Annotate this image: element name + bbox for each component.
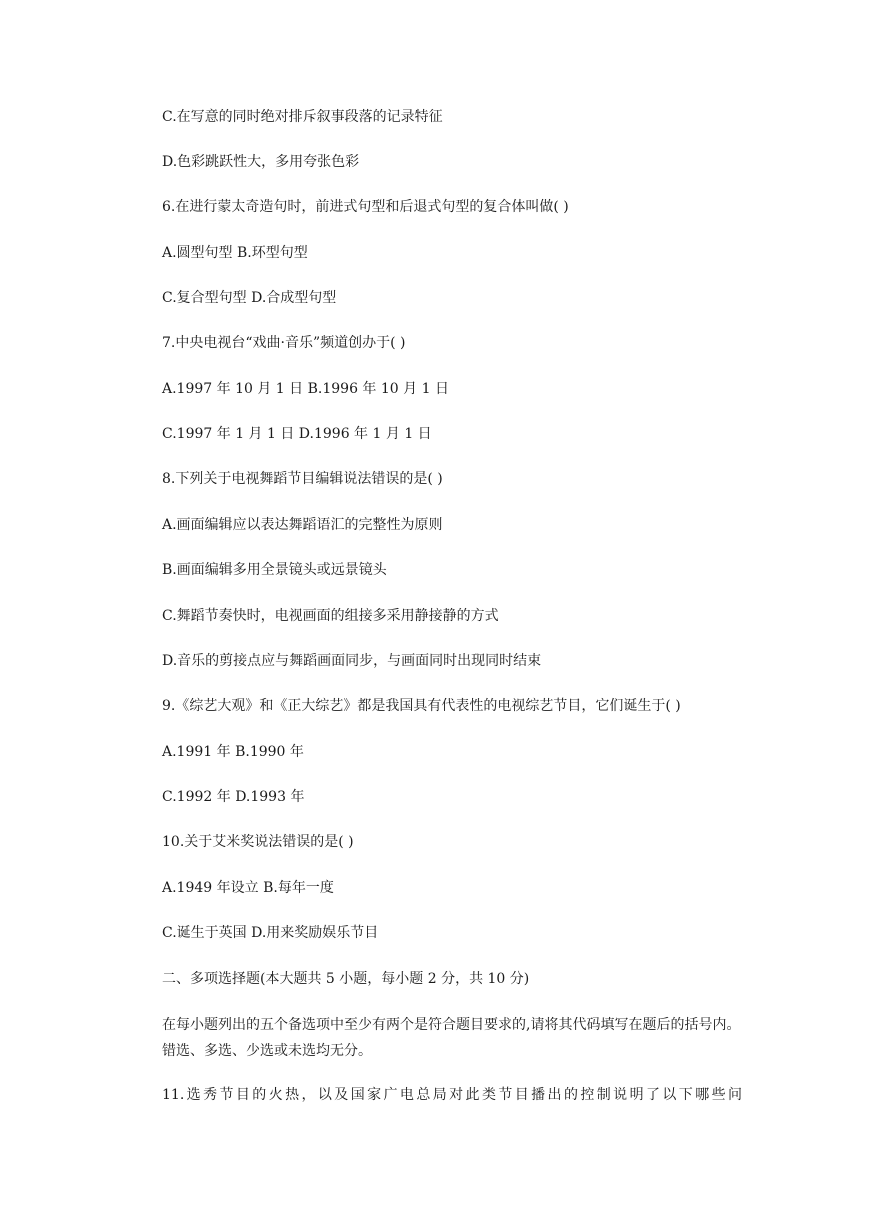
q8-option-a: A.画面编辑应以表达舞蹈语汇的完整性为原则	[162, 517, 443, 533]
q6-options-ab: A.圆型句型 B.环型句型	[162, 245, 308, 261]
q6-options-cd: C.复合型句型 D.合成型句型	[162, 290, 337, 306]
q5-option-c: C.在写意的同时绝对排斥叙事段落的记录特征	[162, 109, 443, 125]
q7-options-ab: A.1997 年 10 月 1 日 B.1996 年 10 月 1 日	[162, 381, 449, 397]
q7-options-cd: C.1997 年 1 月 1 日 D.1996 年 1 月 1 日	[162, 426, 432, 442]
q6-question: 6.在进行蒙太奇造句时，前进式句型和后退式句型的复合体叫做( )	[162, 199, 569, 215]
q9-options-cd: C.1992 年 D.1993 年	[162, 789, 305, 805]
q9-question: 9.《综艺大观》和《正大综艺》都是我国具有代表性的电视综艺节目，它们诞生于( )	[162, 698, 681, 714]
q10-options-ab: A.1949 年设立 B.每年一度	[162, 880, 334, 896]
q10-question: 10.关于艾米奖说法错误的是( )	[162, 834, 354, 850]
q11-question: 11.选秀节目的火热，以及国家广电总局对此类节目播出的控制说明了以下哪些问	[162, 1087, 742, 1103]
q10-options-cd: C.诞生于英国 D.用来奖励娱乐节目	[162, 925, 379, 941]
q8-option-b: B.画面编辑多用全景镜头或远景镜头	[162, 562, 387, 578]
section-heading-multiple-choice: 二、多项选择题(本大题共 5 小题，每小题 2 分，共 10 分)	[162, 971, 530, 987]
q5-option-d: D.色彩跳跃性大，多用夸张色彩	[162, 154, 360, 170]
q7-question: 7.中央电视台“戏曲·音乐”频道创办于( )	[162, 335, 406, 351]
section-instruction: 在每小题列出的五个备选项中至少有两个是符合题目要求的,请将其代码填写在题后的括号内。错选、多选、少选或未选均无分。	[162, 1017, 741, 1059]
q8-option-d: D.音乐的剪接点应与舞蹈画面同步，与画面同时出现同时结束	[162, 653, 542, 669]
q8-question: 8.下列关于电视舞蹈节目编辑说法错误的是( )	[162, 471, 443, 487]
q9-options-ab: A.1991 年 B.1990 年	[162, 744, 304, 760]
q8-option-c: C.舞蹈节奏快时，电视画面的组接多采用静接静的方式	[162, 608, 499, 624]
